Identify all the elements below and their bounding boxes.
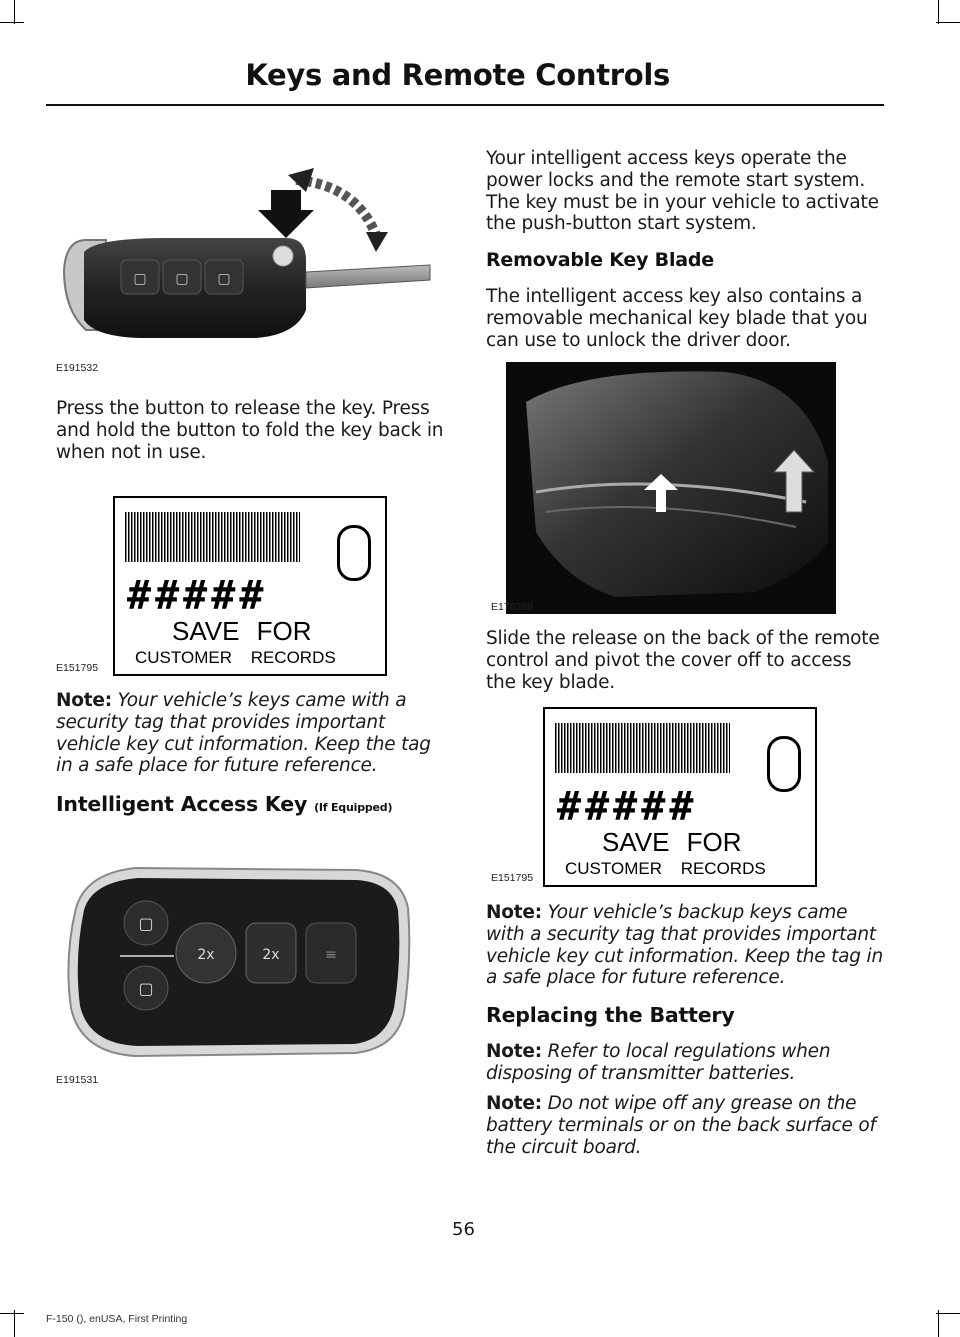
figure-id: E191531 xyxy=(56,1074,99,1086)
note-label: Note: xyxy=(56,690,112,711)
svg-text:2x: 2x xyxy=(197,947,215,963)
note-text: Your vehicle’s keys came with a security tag that provides important vehicle key cut information. Keep the tag in a safe place for future reference. xyxy=(56,690,431,777)
heading-qualifier: (If Equipped) xyxy=(314,801,393,814)
heading-text: Intelligent Access Key xyxy=(56,792,308,816)
figure-id: E151795 xyxy=(491,872,534,884)
svg-text:▢: ▢ xyxy=(175,271,189,287)
header-divider xyxy=(46,104,884,106)
section-heading: Replacing the Battery xyxy=(486,1003,735,1027)
note-text: Your vehicle’s backup keys came with a security tag that provides important vehicle key cut information. Keep the tag in a safe place for future reference. xyxy=(486,902,883,989)
crop-mark xyxy=(938,0,939,24)
note xyxy=(486,902,884,989)
figure-id: E191532 xyxy=(56,362,99,374)
crop-mark xyxy=(0,1313,24,1314)
barcode xyxy=(555,723,730,773)
tag-hole-icon xyxy=(767,736,801,792)
paragraph: The intelligent access key also contains a removable mechanical key blade that you can use to unlock the driver door. xyxy=(486,286,868,351)
figure-id: E151795 xyxy=(56,662,99,674)
crop-mark xyxy=(936,22,960,23)
page-number: 56 xyxy=(452,1219,475,1240)
footer-text: F-150 (), enUSA, First Printing xyxy=(46,1313,188,1325)
crop-mark xyxy=(936,1313,960,1314)
svg-text:▢: ▢ xyxy=(138,914,154,933)
page-title: Keys and Remote Controls xyxy=(245,58,670,92)
tag-customer-records: CUSTOMER RECORDS xyxy=(135,648,336,667)
paragraph: Press the button to release the key. Press and hold the button to fold the key back in when not in use. xyxy=(56,398,444,463)
flip-key-illustration xyxy=(56,160,436,360)
note-text: Do not wipe off any grease on the battery terminals or on the back surface of the circuit board. xyxy=(486,1093,876,1158)
paragraph: Your intelligent access keys operate the power locks and the remote start system. The key must be in your vehicle to activate the push-button start system. xyxy=(486,148,879,235)
crop-mark xyxy=(14,0,15,24)
security-tag xyxy=(113,496,387,676)
paragraph: Slide the release on the back of the remote control and pivot the cover off to access the key blade. xyxy=(486,628,880,693)
note xyxy=(486,1041,884,1085)
svg-text:≡: ≡ xyxy=(325,947,337,963)
svg-text:▢: ▢ xyxy=(133,271,147,287)
figure-id: E176269 xyxy=(491,601,534,613)
barcode xyxy=(125,512,300,562)
key-code-placeholder: ##### xyxy=(557,784,698,830)
note-text: Refer to local regulations when disposing of transmitter batteries. xyxy=(486,1041,831,1084)
intelligent-access-key-illustration xyxy=(56,848,436,1068)
svg-text:▢: ▢ xyxy=(217,271,231,287)
crop-mark xyxy=(0,22,24,23)
note-label: Note: xyxy=(486,1041,542,1062)
note xyxy=(56,690,452,777)
note-label: Note: xyxy=(486,1093,542,1114)
key-code-placeholder: ##### xyxy=(127,573,268,619)
tag-save-for: SAVE FOR xyxy=(172,616,312,646)
note xyxy=(486,1093,884,1158)
svg-text:▢: ▢ xyxy=(138,979,154,998)
security-tag xyxy=(543,707,817,887)
tag-customer-records: CUSTOMER RECORDS xyxy=(565,859,766,878)
tag-hole-icon xyxy=(337,525,371,581)
key-blade-removal-illustration xyxy=(506,362,836,614)
svg-text:2x: 2x xyxy=(262,947,280,963)
crop-mark xyxy=(14,1310,15,1337)
note-label: Note: xyxy=(486,902,542,923)
crop-mark xyxy=(938,1310,939,1337)
section-heading xyxy=(56,792,392,816)
tag-save-for: SAVE FOR xyxy=(602,827,742,857)
section-heading: Removable Key Blade xyxy=(486,249,714,271)
